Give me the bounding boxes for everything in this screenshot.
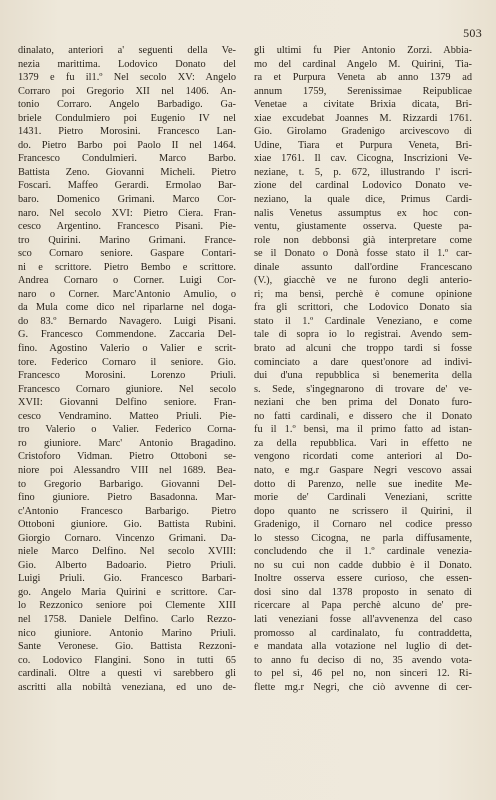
text-line: dosi sino dal 1378 proposto in senato di — [254, 586, 472, 598]
text-line: ro giuniore. Marc' Antonio Bragadino. — [18, 437, 236, 449]
text-line: nalis Venetus assumptus ex hoc con- — [254, 207, 472, 219]
text-line: za della repubblica. Vari in effetto ne — [254, 437, 472, 449]
text-line: tonio Corraro. Angelo Barbadigo. Ga- — [18, 99, 236, 111]
text-line: lo stesso Cicogna, ne parla diffusamente, — [254, 532, 472, 544]
text-line: brato ad alcuni che troppo tardi si fosse — [254, 343, 472, 355]
text-line: nico giuniore. Antonio Marino Priuli. — [18, 627, 236, 639]
text-line: annum 1759, Serenissimae Reipublicae — [254, 85, 472, 97]
text-line: Gradenigo, il Cornaro nel codice presso — [254, 519, 472, 531]
text-line: do 83.º Bernardo Navagero. Luigi Pisani. — [18, 315, 236, 327]
text-line: dinale assunto dall'ordine Francescano — [254, 261, 472, 273]
text-line: promosso al cardinalato, fu contraddetta, — [254, 627, 472, 639]
text-line: mo del cardinal Angelo M. Quirini, Tia- — [254, 58, 472, 70]
text-line: tro Quirini. Marino Grimani. France- — [18, 234, 236, 246]
text-line: sco Cornaro seniore. Gaspare Contari- — [18, 248, 236, 260]
text-line: ricercare al Papa perchè alcuno de' pre- — [254, 600, 472, 612]
text-line: 1431. Pietro Morosini. Francesco Lan- — [18, 126, 236, 138]
text-line: niele Marco Delfino. Nel secolo XVIII: — [18, 546, 236, 558]
text-line: to anno fu deciso di no, 35 avendo vota- — [254, 654, 472, 666]
text-line: ventu, giustamente osserva. Queste pa- — [254, 221, 472, 233]
text-line: dinalato, anteriori a' seguenti della Ve- — [18, 45, 236, 56]
text-line: dopo quanto ne scrissero il Quirini, il — [254, 505, 472, 517]
text-line: no fatti cardinali, e dissero che il Donato — [254, 410, 472, 422]
text-line: niore poi Alessandro VIII nel 1689. Bea- — [18, 464, 236, 476]
text-line: s. Sede, s'ingegnarono di trovare de' ve- — [254, 383, 472, 395]
text-line: xiae 1761. Il cav. Cicogna, Inscrizioni Ve- — [254, 153, 472, 165]
text-line: lati veneziani fosse all'avvenenza del caso — [254, 613, 472, 625]
text-line: concludendo che il 1.º cardinale venezia- — [254, 546, 472, 558]
text-line: Francesco Morosini. Lorenzo Priuli. — [18, 370, 236, 382]
text-line: (V.), giacchè ve ne furono degli anterio- — [254, 275, 472, 287]
text-line: Ottoboni giuniore. Gio. Battista Rubini. — [18, 519, 236, 531]
text-line: nezia marittima. Lodovico Donato del — [18, 58, 236, 70]
text-line: neziane, t. 5, p. 672, illustrando l' iscri- — [254, 166, 472, 178]
text-line: nato, e mg.r Gaspare Negri vescovo assai — [254, 464, 472, 476]
text-line: ascritti alla nobiltà veneziana, ed uno de- — [18, 681, 236, 693]
left-text-column — [18, 44, 236, 694]
text-line: c'Antonio Francesco Barbarigo. Pietro — [18, 505, 236, 517]
text-line: neziani che ben prima del Donato furo- — [254, 397, 472, 409]
text-line: fino. Agostino Valerio o Valier e scrit- — [18, 343, 236, 355]
text-line: da Mula come dico nel riparlarne nel doga- — [18, 302, 236, 314]
text-line: dotto di Parenzo, nelle sue inedite Me- — [254, 478, 472, 490]
text-line: Cristoforo Vidman. Pietro Ottoboni se- — [18, 451, 236, 463]
text-line: ri; ma bensì, perchè è comune opinione — [254, 288, 472, 300]
text-line: Francesco Cornaro giuniore. Nel secolo — [18, 383, 236, 395]
text-line: fra gli scrittori, che Lodovico Donato sia — [254, 302, 472, 314]
page-number: 503 — [463, 26, 482, 40]
text-line: Udine, Tiara et Purpura Veneta, Bri- — [254, 139, 472, 151]
text-line: to pel sì, 46 pel no, non sinceri 12. Ri- — [254, 668, 472, 680]
text-line: stato il 1.º Cardinale Veneziano, e come — [254, 315, 472, 327]
text-line: cesco Vendramino. Matteo Priuli. Pie- — [18, 410, 236, 422]
text-line: Gio. Girolamo Gradenigo arcivescovo di — [254, 126, 472, 138]
text-line: zione del cardinal Lodovico Donato ve- — [254, 180, 472, 192]
text-line: Luigi Priuli. Gio. Francesco Barbari- — [18, 573, 236, 585]
text-line: XVII: Giovanni Delfino seniore. Fran- — [18, 397, 236, 409]
text-line: Giorgio Cornaro. Vincenzo Grimani. Da- — [18, 532, 236, 544]
text-line: neziano, la quale dice, Primus Cardi- — [254, 194, 472, 206]
text-line: tore. Federico Cornaro il seniore. Gio. — [18, 356, 236, 368]
text-line: no su cui non cadde dubbio è il Donato. — [254, 559, 472, 571]
text-line: nel 1758. Daniele Delfino. Carlo Rezzo- — [18, 613, 236, 625]
text-line: ni e scrittore. Pietro Bembo e scrittore. — [18, 261, 236, 273]
text-line: tro Valerio o Valier. Federico Corna- — [18, 424, 236, 436]
text-line: Inoltre osserva essere curioso, che essen- — [254, 573, 472, 585]
text-line: ra et Purpura Veneta ab anno 1379 ad — [254, 72, 472, 84]
text-line: morie de' Cardinali Veneziani, scritte — [254, 492, 472, 504]
text-line: Gio. Alberto Badoario. Pietro Priuli. — [18, 559, 236, 571]
text-line: xiae excudebat Joannes M. Rizzardi 1761. — [254, 112, 472, 124]
text-line: cardinali. Oltre a questi vi sarebbero gli — [18, 668, 236, 680]
text-line: G. Francesco Commendone. Zaccaria Del- — [18, 329, 236, 341]
text-line: flette mg.r Negri, che ciò avvenne di cer- — [254, 681, 472, 693]
text-line: fu il 1.º bensì, ma il primo fatto ad istan- — [254, 424, 472, 436]
text-line: gli ultimi fu Pier Antonio Zorzi. Abbia- — [254, 45, 472, 56]
text-line: Francesco Condulmieri. Marco Barbo. — [18, 153, 236, 165]
text-line: tale di sopra io lo registrai. Avendo sem- — [254, 329, 472, 341]
text-line: Venetae a civitate Brixia dicata, Bri- — [254, 99, 472, 111]
text-line: Battista Zeno. Giovanni Micheli. Pietro — [18, 166, 236, 178]
text-line: Sante Veronese. Gio. Battista Rezzoni- — [18, 641, 236, 653]
text-line: Foscari. Maffeo Gerardi. Ermolao Bar- — [18, 180, 236, 192]
text-line: briele Condulmiero poi Eugenio IV nel — [18, 112, 236, 124]
text-line: do. Pietro Barbo poi Paolo II nel 1464. — [18, 139, 236, 151]
text-line: go. Angelo Maria Quirini e scrittore. Car- — [18, 586, 236, 598]
text-line: se il Donato o Donà fosse stato il 1.º car- — [254, 248, 472, 260]
text-line: role non debbonsi già interpretare come — [254, 234, 472, 246]
text-line: fino giuniore. Pietro Basadonna. Mar- — [18, 492, 236, 504]
right-text-column — [254, 44, 472, 694]
text-line: naro. Nel secolo XVI: Pietro Ciera. Fran- — [18, 207, 236, 219]
text-line: lo Rezzonico seniore poi Clemente XIII — [18, 600, 236, 612]
text-line: cesco Argentino. Francesco Pisani. Pie- — [18, 221, 236, 233]
text-line: co. Lodovico Flangini. Sono in tutti 65 — [18, 654, 236, 666]
text-line: cominciato a dare quest'onore ad indivi- — [254, 356, 472, 368]
text-line: vengono ricordati come anteriori al Do- — [254, 451, 472, 463]
text-line: baro. Domenico Grimani. Marco Cor- — [18, 194, 236, 206]
text-line: to Gregorio Barbarigo. Giovanni Del- — [18, 478, 236, 490]
text-line: e mandata alla votazione nel luglio di det- — [254, 641, 472, 653]
text-line: naro o Corner. Marc'Antonio Amulio, o — [18, 288, 236, 300]
text-line: 1379 e fu il1.º Nel secolo XV: Angelo — [18, 72, 236, 84]
text-line: Andrea Cornaro o Corner. Luigi Cor- — [18, 275, 236, 287]
text-line: dui d'una repubblica sì benemerita della — [254, 370, 472, 382]
text-line: Corraro poi Gregorio XII nel 1406. An- — [18, 85, 236, 97]
